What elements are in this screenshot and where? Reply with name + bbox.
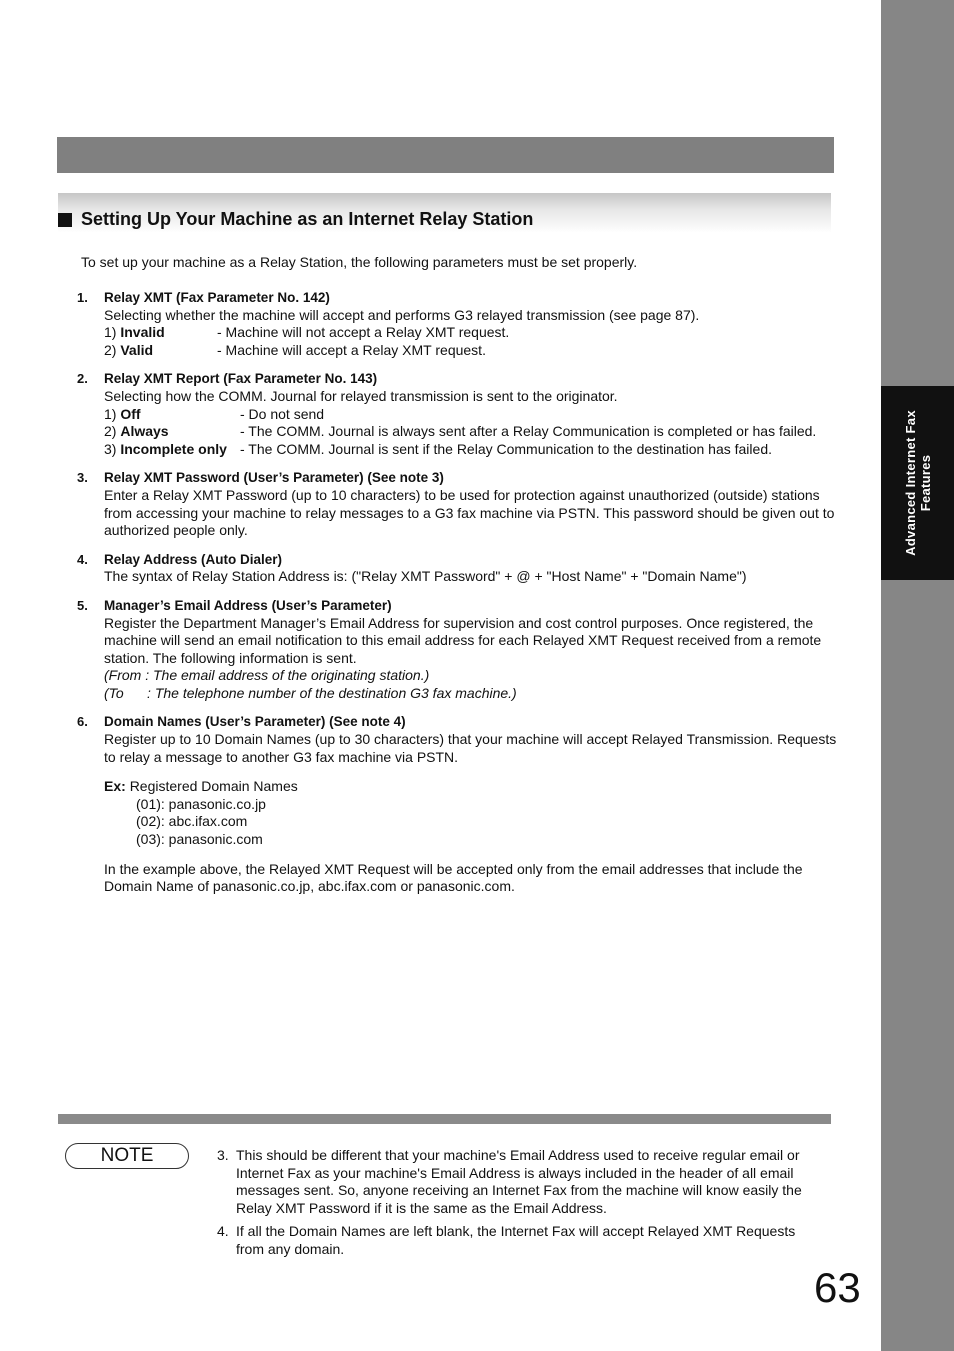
note-divider-bar [58,1114,831,1124]
item-description: Register up to 10 Domain Names (up to 30 characters) that your machine will accept Relayed Transmission. Requests to relay a message to another G3 fax machine via PSTN. [104,731,837,765]
option-row [104,423,837,441]
option-description: - The COMM. Journal is always sent after a Relay Communication is completed or has failed. [240,423,817,440]
note-number: 3. [217,1147,229,1163]
option-description: - The COMM. Journal is sent if the Relay Communication to the destination has failed. [240,440,772,457]
note-number: 4. [217,1223,229,1240]
item-number: 4. [77,551,88,567]
item-description: The syntax of Relay Station Address is: ("Relay XMT Password" + @ + "Host Name" + "Domain Name") [104,568,747,585]
note-item [217,1147,827,1217]
info-line-from: (From : The email address of the originating station.) [104,667,430,684]
option-row [104,441,837,459]
option-description: - Machine will not accept a Relay XMT request. [217,324,510,341]
item-description: Register the Department Manager’s Email Address for supervision and cost control purposes. Once registered, the machine will send an email notification to this email address for each Relayed XMT Request received from a remote station. The following information is sent. [104,614,822,666]
chapter-tab-line2: Features [917,454,933,512]
option-name: Incomplete only [120,440,227,457]
example-label: Ex: [104,778,126,795]
option-name: Valid [120,341,154,358]
item-number: 2. [77,371,88,387]
option-name: Off [120,405,141,422]
chapter-tab-label [903,388,933,578]
item-number: 6. [77,714,88,730]
option-name: Invalid [120,324,165,341]
item-number: 5. [77,597,88,613]
option-number: 3) [104,440,117,457]
section-title-text: Setting Up Your Machine as an Internet Relay Station [81,209,534,229]
section-title [58,209,533,230]
item-heading: Domain Names (User’s Parameter) (See note 4) [104,714,406,730]
item-description: Enter a Relay XMT Password (up to 10 characters) to be used for protection against unauthorized (outside) stations from accessing your machine to relay messages to a G3 fax machine via PSTN. This password should be given out to authorized people only. [104,486,835,539]
item-heading: Relay Address (Auto Dialer) [104,551,283,567]
list-item [77,469,837,539]
note-item [217,1223,827,1258]
example-title: Registered Domain Names [129,778,298,795]
item-description: Selecting how the COMM. Journal for relayed transmission is sent to the originator. [104,387,618,404]
item-heading: Relay XMT Password (User’s Parameter) (See note 3) [104,470,444,486]
item-number: 3. [77,470,88,486]
option-number: 1) [104,405,117,422]
item-heading: Relay XMT (Fax Parameter No. 142) [104,290,330,305]
list-item [77,713,837,895]
page-number: 63 [814,1264,861,1311]
example-entry: (01): panasonic.co.jp [136,795,266,812]
page-sidebar [881,0,954,1351]
list-item [77,551,837,586]
note-badge: NOTE [65,1143,189,1169]
option-row [104,324,837,342]
option-number: 1) [104,324,117,341]
square-bullet-icon [58,213,72,227]
example-entry: (03): panasonic.com [136,831,263,848]
option-number: 2) [104,341,117,358]
note-list [217,1147,827,1265]
example-explanation: In the example above, the Relayed XMT Request will be accepted only from the email addresses that include the Domain Name of panasonic.co.jp, abc.ifax.com or panasonic.com. [104,860,803,895]
chapter-tab [881,386,954,580]
option-row [104,342,837,360]
option-description: - Machine will accept a Relay XMT request. [217,341,486,358]
example-entries [104,796,837,849]
header-bar [57,137,834,173]
list-item [77,597,837,703]
note-text: If all the Domain Names are left blank, the Internet Fax will accept Relayed XMT Requests from any domain. [236,1223,796,1257]
option-row [104,406,837,424]
parameter-list [77,289,837,907]
example-block [104,778,837,848]
option-number: 2) [104,423,117,440]
intro-text: To set up your machine as a Relay Station, the following parameters must be set properly. [81,254,638,270]
option-description: - Do not send [240,405,325,422]
item-description: Selecting whether the machine will accept and performs G3 relayed transmission (see page 87). [104,306,700,323]
example-entry: (02): abc.ifax.com [136,813,248,830]
list-item [77,289,837,359]
option-name: Always [120,423,169,440]
list-item [77,370,837,458]
item-heading: Relay XMT Report (Fax Parameter No. 143) [104,371,378,387]
chapter-tab-line1: Advanced Internet Fax [902,410,918,556]
item-number: 1. [77,290,88,305]
item-heading: Manager’s Email Address (User’s Parameter) [104,597,392,613]
info-line-to: (To : The telephone number of the destination G3 fax machine.) [104,684,517,701]
note-text: This should be different that your machine's Email Address used to receive regular email or Internet Fax as your machine's Email Address is always included in the header of all email messages sent. So, anyone receiving an Internet Fax from the machine will know easily the Relay XMT Password if it is the same as the Email Address. [236,1147,802,1216]
